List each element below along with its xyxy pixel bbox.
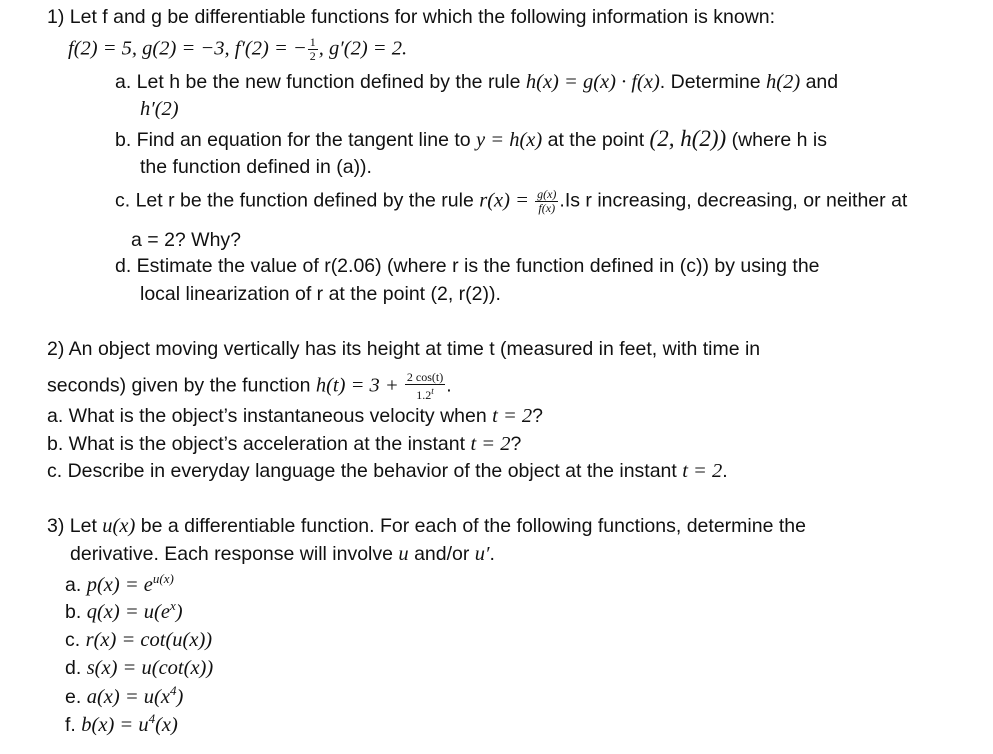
part-c-end: .Is r increasing, decreasing, or neither at xyxy=(559,189,908,212)
item-label: c. xyxy=(65,629,86,651)
problem2-b-text: b. What is the object’s acceleration at the instant xyxy=(47,433,471,455)
part-b-math: y = h(x) xyxy=(476,129,543,151)
problem1-part-a-line2 xyxy=(140,97,179,121)
given-part2: , g′(2) = 2. xyxy=(318,37,408,60)
problem3-andor: and/or xyxy=(408,543,475,565)
item-tail: (x) xyxy=(155,714,178,736)
item-superscript: u(x) xyxy=(152,571,174,586)
item-superscript: x xyxy=(169,598,176,613)
problem3-item-d xyxy=(65,656,213,680)
part-a-math3: h′(2) xyxy=(140,98,179,120)
part-c-frac-num: g(x) xyxy=(537,187,557,201)
given-fraction xyxy=(308,36,318,63)
problem3-line1 xyxy=(47,514,806,538)
item-math: q(x) = u(e xyxy=(86,601,170,623)
problem3-uprime: u′ xyxy=(474,543,490,565)
item-math: s(x) = u(cot(x)) xyxy=(86,657,214,679)
problem3-item-a xyxy=(65,573,174,597)
part-b-mid: at the point xyxy=(542,129,650,151)
given-part1: f(2) = 5, g(2) = −3, f′(2) = − xyxy=(68,37,307,60)
problem3-line2-text: derivative. Each response will involve xyxy=(70,543,399,565)
problem2-frac-den-exp: t xyxy=(431,386,434,396)
part-c-frac-den: f(x) xyxy=(538,201,556,215)
problem1-part-d-line2: local linearization of r at the point (2, r(2)). xyxy=(140,283,501,305)
problem2-math: h(t) = 3 + xyxy=(315,374,404,397)
problem3-item-e xyxy=(65,685,183,709)
problem1-given-values xyxy=(68,36,407,63)
problem2-part-a xyxy=(47,404,543,428)
item-tail: ) xyxy=(175,601,183,623)
problem3-u: u xyxy=(398,543,409,565)
part-b-end: (where h is xyxy=(726,129,827,151)
problem1-part-b-line1 xyxy=(115,127,827,152)
part-c-fraction xyxy=(535,188,558,215)
item-label: f. xyxy=(65,714,82,736)
problem2-a-end: ? xyxy=(532,405,544,427)
item-superscript: 4 xyxy=(148,711,156,726)
problem3-end: be a differentiable function. For each of the following functions, determine the xyxy=(135,515,806,537)
problem2-frac-den-base: 1.2 xyxy=(416,388,432,402)
problem3-item-f xyxy=(65,713,178,737)
problem3-item-c xyxy=(65,628,212,652)
part-a-math: h(x) = g(x) · f(x) xyxy=(525,71,660,93)
item-label: b. xyxy=(65,601,87,623)
problem2-c-text: c. Describe in everyday language the behavior of the object at the instant xyxy=(47,460,683,482)
problem2-frac-num: 2 cos(t) xyxy=(406,370,444,384)
given-frac-den: 2 xyxy=(309,49,316,63)
problem2-line2 xyxy=(47,371,452,402)
problem2-b-end: ? xyxy=(510,433,522,455)
item-superscript: 4 xyxy=(169,683,177,698)
item-math: r(x) = cot(u(x)) xyxy=(85,629,213,651)
problem2-c-end: . xyxy=(722,460,728,482)
problem1-intro: 1) Let f and g be differentiable functions for which the following information is known: xyxy=(47,6,776,28)
problem1-part-d-line1: d. Estimate the value of r(2.06) (where r is the function defined in (c)) by using the xyxy=(115,255,820,277)
problem2-end: . xyxy=(446,374,452,397)
problem1-part-c-line1 xyxy=(115,188,907,215)
item-math: p(x) = e xyxy=(86,574,153,596)
part-a-text-end: . Determine xyxy=(659,71,766,93)
problem2-part-c xyxy=(47,459,728,483)
problem3-line2 xyxy=(70,542,495,566)
part-a-math2: h(2) xyxy=(766,71,801,93)
problem2-line1: 2) An object moving vertically has its height at time t (measured in feet, with time in xyxy=(47,338,761,360)
part-c-math: r(x) = xyxy=(479,189,535,212)
item-label: a. xyxy=(65,574,87,596)
problem1-part-b-line2: the function defined in (a)). xyxy=(140,156,372,178)
problem2-a-text: a. What is the object’s instantaneous velocity when xyxy=(47,405,493,427)
given-frac-num: 1 xyxy=(309,35,316,49)
problem1-part-c-line2: a = 2? Why? xyxy=(131,229,242,251)
problem2-text: seconds) given by the function xyxy=(47,374,316,397)
problem2-frac-den xyxy=(405,385,445,402)
problem3-line2-end: . xyxy=(489,543,495,565)
part-c-text: c. Let r be the function defined by the rule xyxy=(115,189,480,212)
part-b-text: b. Find an equation for the tangent line to xyxy=(115,129,477,151)
problem3-math: u(x) xyxy=(102,515,136,537)
part-a-and: and xyxy=(800,71,839,93)
item-math: a(x) = u(x xyxy=(86,686,170,708)
item-math: b(x) = u xyxy=(81,714,149,736)
item-label: e. xyxy=(65,686,87,708)
problem3-item-b xyxy=(65,600,183,624)
part-b-point: (2, h(2)) xyxy=(649,126,727,151)
problem2-part-b xyxy=(47,432,521,456)
problem2-a-math: t = 2 xyxy=(492,405,533,427)
problem3-text: 3) Let xyxy=(47,515,103,537)
problem2-c-math: t = 2 xyxy=(682,460,723,482)
item-tail: ) xyxy=(176,686,184,708)
problem2-fraction xyxy=(405,371,445,402)
problem2-b-math: t = 2 xyxy=(470,433,511,455)
problem1-part-a-line1 xyxy=(115,70,838,94)
part-a-text: a. Let h be the new function defined by the rule xyxy=(115,71,526,93)
item-label: d. xyxy=(65,657,87,679)
